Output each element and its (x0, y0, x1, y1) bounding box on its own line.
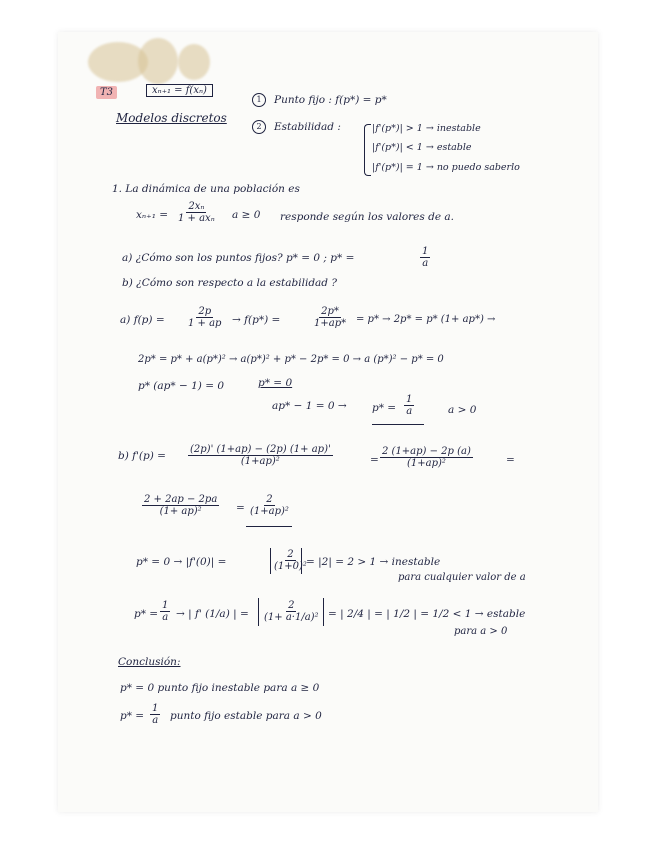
model-denominator: 1 + axₙ (178, 213, 215, 224)
part-a-mid: → f(p*) = (232, 314, 281, 326)
page-title: Modelos discretos (116, 111, 227, 125)
question-a-den: a (422, 258, 429, 269)
part-b-start: b) f'(p) = (118, 450, 166, 462)
derivative-step2-den: (1+ap)² (406, 458, 446, 469)
eval-inv-num: 2 (288, 600, 295, 611)
conclusion-line-2-label: p* = (120, 710, 145, 722)
equals-2: = (506, 454, 515, 466)
stability-brace (364, 124, 371, 176)
derivative-result (248, 494, 291, 517)
equals-3: = (236, 502, 245, 514)
root-inverse-fraction (404, 394, 414, 417)
fpstar-num: 2p* (321, 306, 339, 317)
part-a-line2: 2p* = p* + a(p*)² → a(p*)² + p* − 2p* = 0 → a (p*)² − p* = 0 (138, 354, 444, 365)
derivative-den: (1+ap)² (240, 456, 280, 467)
model-numerator: 2xₙ (188, 201, 205, 212)
part-a-line1-end: = p* → 2p* = p* (1+ ap*) → (356, 314, 496, 325)
problem-tail: responde según los valores de a. (280, 211, 454, 223)
part-a-linear: ap* − 1 = 0 → (272, 400, 347, 412)
question-b: b) ¿Cómo son respecto a la estabilidad ? (122, 277, 337, 289)
eval-inv-point-den: a (162, 612, 169, 623)
conclusion-num: 1 (152, 703, 159, 714)
problem-statement: 1. La dinámica de una población es (112, 183, 300, 195)
eval-zero-fraction (272, 549, 309, 572)
eval-zero-num: 2 (287, 549, 294, 560)
stability-heading: Estabilidad : (274, 121, 341, 133)
derivative-result-den: (1+ap)² (250, 506, 289, 517)
eval-inv-label: p* = (134, 608, 159, 620)
fixed-point-definition: Punto fijo : f(p*) = p* (274, 94, 387, 106)
eval-inv-point (160, 600, 170, 623)
model-lhs: xₙ₊₁ = (136, 209, 169, 221)
derivative-step3 (142, 494, 219, 517)
derivative-step2-num: 2 (1+ap) − 2p (a) (382, 446, 471, 457)
conclusion-fraction (150, 703, 160, 726)
fp-fraction (186, 306, 223, 329)
question-a-fraction (420, 246, 430, 269)
derivative-num: (2p)' (1+ap) − (2p) (1+ ap)' (190, 444, 331, 455)
conclusion-line-2: punto fijo estable para a > 0 (170, 710, 322, 722)
root-inverse-num: 1 (406, 394, 413, 405)
stability-rule-2: |f'(p*)| < 1 → estable (372, 142, 472, 153)
derivative-result-num: 2 (266, 494, 273, 505)
derivative-underline (246, 526, 292, 527)
root-inverse-label: p* = (372, 402, 397, 414)
root-zero: p* = 0 (258, 377, 293, 389)
derivative-step3-num: 2 + 2ap − 2pa (144, 494, 218, 505)
eval-zero-den: (1+0)² (274, 561, 307, 572)
parameter-condition: a ≥ 0 (232, 209, 261, 221)
eval-inv-point-num: 1 (162, 600, 169, 611)
stability-rule-1: |f'(p*)| > 1 → inestable (372, 123, 481, 134)
derivative-step3-den: (1+ ap)² (159, 506, 202, 517)
fp-num: 2p (198, 306, 212, 317)
item-number-1: 1 (252, 93, 266, 107)
root-condition: a > 0 (448, 404, 477, 416)
eval-zero-result: = |2| = 2 > 1 → inestable (306, 556, 441, 568)
question-a: a) ¿Cómo son los puntos fijos? p* = 0 ; p* = (122, 252, 355, 264)
eval-inv-result: = | 2/4 | = | 1/2 | = 1/2 < 1 → estable (328, 608, 526, 620)
eval-inv-den: (1+ a·1/a)² (264, 612, 319, 623)
part-a-factored: p* (ap* − 1) = 0 (138, 380, 225, 392)
eval-zero-note: para cualquier valor de a (398, 572, 526, 583)
eval-inv-fraction (262, 600, 321, 623)
fpstar-den: 1+ap* (314, 318, 347, 329)
eval-inv-note: para a > 0 (454, 626, 508, 637)
part-a-start: a) f(p) = (120, 314, 165, 326)
conclusion-heading: Conclusión: (118, 656, 181, 668)
eval-zero-start: p* = 0 → |f'(0)| = (136, 556, 227, 568)
recurrence-box: xₙ₊₁ = f(xₙ) (146, 84, 213, 97)
model-fraction (176, 201, 217, 224)
topic-tag: T3 (96, 86, 117, 99)
derivative-quotient (188, 444, 333, 467)
equals-1: = (370, 454, 379, 466)
paper-stain (58, 32, 598, 90)
fp-den: 1 + ap (188, 318, 222, 329)
fpstar-fraction (312, 306, 348, 329)
notebook-page (58, 32, 598, 812)
eval-inv-mid: → | f' (1/a) | = (176, 608, 249, 620)
question-a-num: 1 (422, 246, 429, 257)
conclusion-den: a (152, 715, 159, 726)
item-number-2: 2 (252, 120, 266, 134)
root-inverse-den: a (406, 406, 413, 417)
conclusion-line-1: p* = 0 punto fijo inestable para a ≥ 0 (120, 682, 320, 694)
derivative-step2 (380, 446, 473, 469)
root-underline (372, 424, 424, 425)
stability-rule-3: |f'(p*)| = 1 → no puedo saberlo (372, 162, 520, 173)
